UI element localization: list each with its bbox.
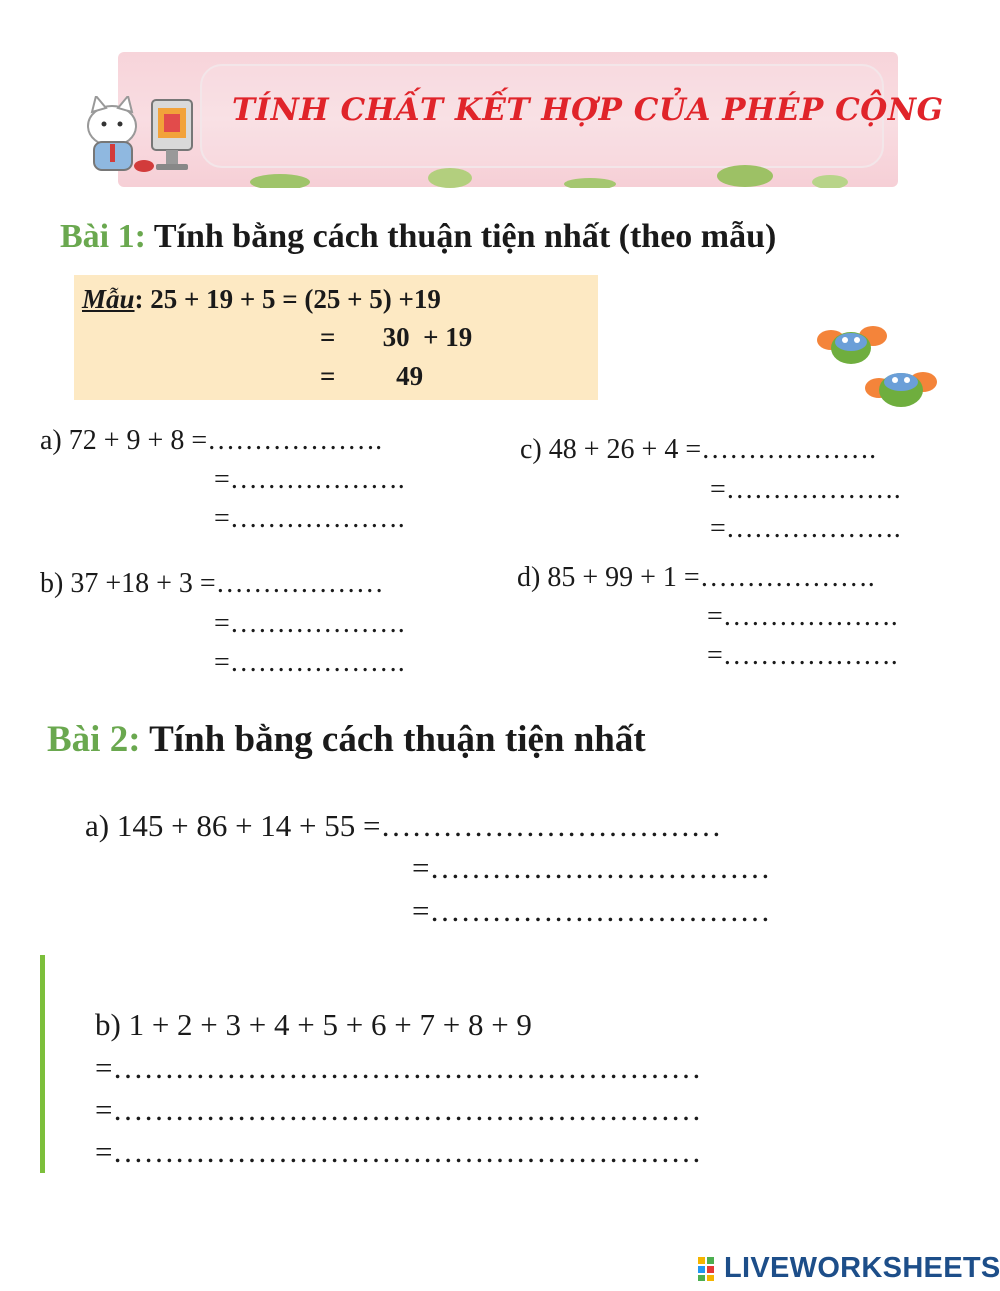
- exercise-1-label: Bài 1:: [60, 218, 146, 255]
- problem-1a-line-1: a) 72 + 9 + 8 =……………….: [40, 425, 383, 456]
- problem-2a-line-2: =……………………………: [412, 850, 771, 885]
- problem-1b-line-1: b) 37 +18 + 3 =………………: [40, 568, 384, 599]
- example-label: Mẫu: [82, 284, 135, 314]
- banner-plants-decoration: [240, 160, 860, 188]
- exercise-2-label: Bài 2:: [47, 719, 141, 760]
- problem-1d-line-3: =……………….: [707, 640, 898, 671]
- problem-1d-line-1: d) 85 + 99 + 1 =……………….: [517, 562, 875, 593]
- problem-2b-line-4: =…………………………………………………: [95, 1134, 702, 1169]
- problem-2b-line-3: =…………………………………………………: [95, 1092, 702, 1127]
- bees-illustration: [815, 318, 940, 413]
- exercise-1-instruction: Tính bằng cách thuận tiện nhất (theo mẫu): [153, 218, 777, 255]
- problem-1c-line-1: c) 48 + 26 + 4 =……………….: [520, 434, 877, 465]
- problem-2a-line-1: a) 145 + 86 + 14 + 55 =……………………………: [85, 808, 722, 843]
- liveworksheets-logo-icon: [698, 1257, 724, 1281]
- problem-1a-line-3: =……………….: [214, 503, 405, 534]
- problem-1c-line-2: =……………….: [710, 474, 901, 505]
- exercise-1-heading: [60, 218, 776, 256]
- problem-1b-line-3: =……………….: [214, 647, 405, 678]
- problem-1b-line-2: =……………….: [214, 608, 405, 639]
- cat-computer-illustration: [82, 96, 197, 178]
- exercise-2-instruction: Tính bằng cách thuận tiện nhất: [149, 719, 646, 760]
- problem-2b-line-1: b) 1 + 2 + 3 + 4 + 5 + 6 + 7 + 8 + 9: [95, 1007, 532, 1042]
- liveworksheets-logo: [698, 1252, 1000, 1285]
- problem-1a-line-2: =……………….: [214, 464, 405, 495]
- example-line-2: = 30 + 19: [320, 322, 473, 352]
- problem-1c-line-3: =……………….: [710, 513, 901, 544]
- green-margin-bar: [40, 955, 45, 1173]
- example-line-3: = 49: [320, 361, 424, 391]
- example-line-1: [82, 284, 441, 315]
- worksheet-title: TÍNH CHẤT KẾT HỢP CỦA PHÉP CỘNG: [232, 92, 944, 128]
- liveworksheets-brand-text: LIVEWORKSHEETS: [724, 1252, 1000, 1284]
- exercise-2-heading: [47, 718, 646, 761]
- problem-1d-line-2: =……………….: [707, 601, 898, 632]
- example-expression: : 25 + 19 + 5 = (25 + 5) +19: [134, 284, 441, 314]
- problem-2b-line-2: =…………………………………………………: [95, 1050, 702, 1085]
- problem-2a-line-3: =……………………………: [412, 893, 771, 928]
